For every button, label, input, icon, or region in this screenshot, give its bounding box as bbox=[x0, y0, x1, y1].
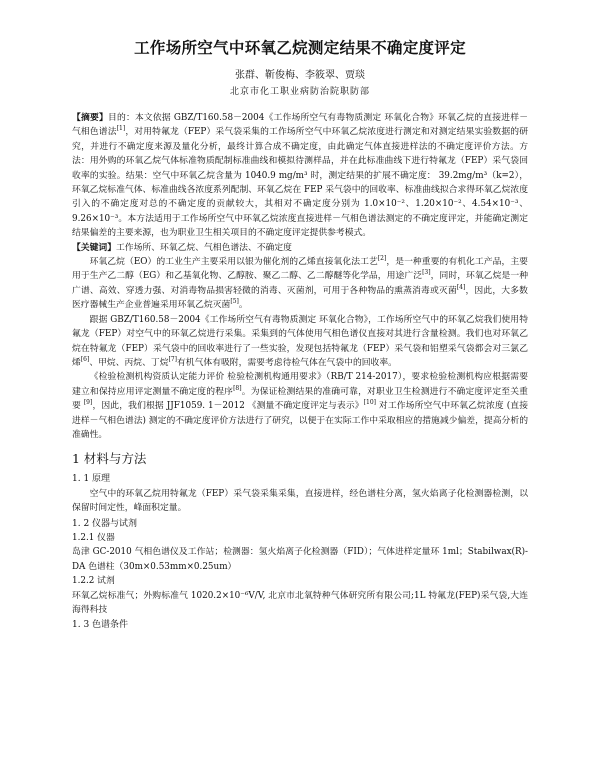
abstract bbox=[72, 111, 528, 241]
subsection-heading-principle: 1. 1 原理 bbox=[72, 474, 111, 485]
intro-paragraph-2: 跟据 GBZ/T160.58－2004《工作场所空气有毒物质测定 环氧化合物》，工作场所空气中的环氧乙烷我们使用特氟龙（FEP）对空气中的环氧乙烷进行采集。采集到的气体使用气相色谱仪直接对其进行含量检测。我们也对环氧乙烷在特氟龙（FEP）采气袋中的回收率进行了一些实验，发现包括特氟龙（FEP）采气袋和铝塑采气袋都会对三氯乙烯[6]、甲烷、丙烷、丁烷[7]有机气体有吸附，需要考虑待检气体在气袋中的回收率。 bbox=[72, 314, 528, 368]
abstract-text: 目的：本文依据 GBZ/T160.58－2004《工作场所空气有毒物质测定 环氧化合物》环氧乙烷的直接进样－气相色谱法[1]，对用特氟龙（FEP）采气袋采集的工作场所空气中环氧乙烷浓度进行测定和对测定结果实验数据的研究，并进行不确定度来源及量化分析，最终计算合成不确定度，由此确定气体直接进样法的不确定度评价方法。方法：用外购的环氧乙烷气体标准物质配制标准曲线和模拟待测样品，并在此标准曲线下进行特氟龙（FEP）采气袋回收率的实验。结果：空气中环氧乙烷含量为 1040.9 mg/m³ 时，测定结果的扩展不确定度： 39.2mg/m³（k=2），环氧乙烷标准气体、标准曲线各浓度系列配制、环氧乙烷在 FEP 采气袋中的回收率、标准曲线拟合求得环氧乙烷浓度引入的不确定度对总的不确定度的贡献较大，其相对不确定度分别为 1.0×10⁻²、1.20×10⁻²、4.54×10⁻³、9.26×10⁻³。本方法适用于工作场所空气中环氧乙烷浓度直接进样－气相色谱法测定的不确定度评定，并能确定测定结果偏差的主要来源，也为职业卫生相关项目的不确定度评定提供参考模式。 bbox=[72, 113, 528, 239]
keywords bbox=[72, 241, 528, 255]
subsubsection-heading-instruments: 1.2.1 仪器 bbox=[72, 532, 115, 543]
paper-title: 工作场所空气中环氧乙烷测定结果不确定度评定 bbox=[134, 38, 466, 57]
instruments-text: 岛津 GC-2010 气相色谱仪及工作站；检测器：氢火焰离子化检测器（FID）；气体进样定量环 1ml；Stabilwax(R)-DA 色谱柱（30m×0.53mm×0.25um） bbox=[72, 547, 528, 572]
section-heading-materials-methods: 1 材料与方法 bbox=[72, 451, 147, 467]
author-list: 张群、靳俊梅、李筱翠、贾琰 bbox=[235, 70, 365, 81]
intro-paragraph-3: 《检验检测机构资质认定能力评价 检验检测机构通用要求》（RB/T 214-2017），要求检验检测机构应根据需要建立和保持应用评定测量不确定度的程序[8]。为保证检测结果的准确可靠，对职业卫生检测进行不确定度评定至关重要 [9]，因此，我们根据 JJF1059. 1－2012 《测量不确定度评定与表示》[10] 对工作场所空气中环氧乙烷浓度 (直接进样－气相色谱法) 测定的不确定度评价方法进行了研究，以便于在实际工作中采取相应的措施减少偏差，提高分析的准确性。 bbox=[72, 372, 528, 440]
intro-paragraph-1: 环氧乙烷（EO）的工业生产主要采用以银为催化剂的乙烯直接氧化法工艺[2]，是一种重要的有机化工产品，主要用于生产乙二醇（EG）和乙基氧化物、乙醇胺、聚乙二醇、乙二醇醚等化学品，用途广泛[3]，同时，环氧乙烷是一种广谱、高效、穿透力强、对消毒物品损害轻微的消毒、灭菌剂，可用于各种物品的熏蒸消毒或灭菌[4]，因此，大多数医疗器械生产企业普遍采用环氧乙烷灭菌[5]。 bbox=[72, 255, 528, 311]
keywords-text: 工作场所、环氧乙烷、气相色谱法、不确定度 bbox=[116, 242, 292, 253]
reagents-text: 环氧乙烷标准气；外购标准气 1020.2×10⁻⁶V/V, 北京市北氧特种气体研究所有限公司;1L 特氟龙(FEP)采气袋,大连海得科技 bbox=[72, 590, 528, 615]
subsection-heading-chromatography-conditions: 1. 3 色谱条件 bbox=[72, 620, 129, 631]
subsubsection-heading-reagents: 1.2.2 试剂 bbox=[72, 576, 115, 587]
principle-text: 空气中的环氧乙烷用特氟龙（FEP）采气袋采集采集，直接进样，经色谱柱分离，氢火焰离子化检测器检测，以保留时间定性，峰面积定量。 bbox=[72, 488, 528, 514]
keywords-label: 【关键词】 bbox=[72, 242, 116, 253]
abstract-label: 【摘要】 bbox=[72, 113, 108, 123]
subsection-heading-instruments-reagents: 1. 2 仪器与试剂 bbox=[72, 518, 138, 529]
affiliation: 北京市化工职业病防治院职防部 bbox=[229, 87, 370, 97]
